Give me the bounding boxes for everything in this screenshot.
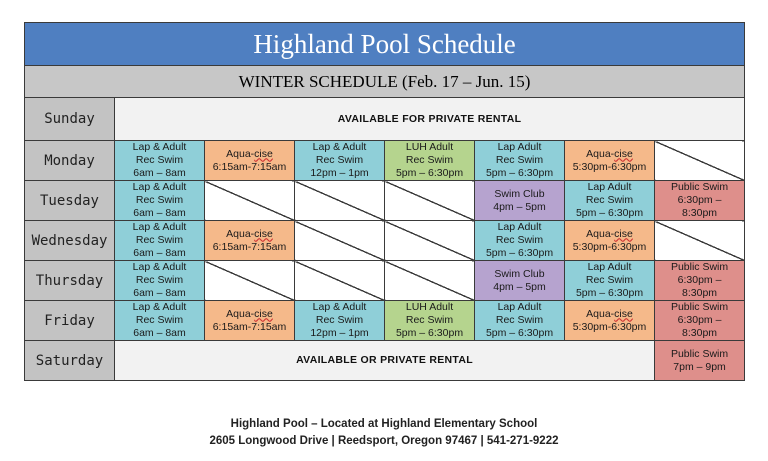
friday-aquacise-cell [205,301,295,341]
day-label-monday: Monday [25,141,115,181]
row-tuesday [25,181,745,221]
event-time: 5:30pm-6:30pm [572,240,647,253]
event-time: 6:15am-7:15am [212,320,287,333]
wednesday-lap-swim-cell [115,221,205,261]
day-label-friday: Friday [25,301,115,341]
row-friday [25,301,745,341]
event-time: 5pm – 6:30pm [575,207,644,219]
event-name [205,148,294,161]
event-time: 6am – 8am [133,327,186,339]
day-label-wednesday: Wednesday [25,221,115,261]
wednesday-aquacise-evening-cell [565,221,655,261]
row-sunday [25,98,745,141]
event-time: 6am – 8am [133,287,186,299]
saturday-public-swim-cell [655,341,745,381]
event-name [205,228,294,241]
event-time: 5pm – 6:30pm [485,327,554,339]
season-subtitle: WINTER SCHEDULE (Feb. 17 – Jun. 15) [25,66,745,98]
event-time: 5pm – 6:30pm [395,167,464,179]
event-name: Rec Swim [135,274,184,286]
event-name [565,148,654,161]
row-monday [25,141,745,181]
thursday-lap-adult-cell [565,261,655,301]
event-time: 8:30pm [682,287,718,299]
tuesday-lap-swim-cell [115,181,205,221]
empty-slot [205,261,295,301]
monday-lap-noon-cell [295,141,385,181]
event-name: Lap & Adult [132,181,187,193]
event-name: Rec Swim [315,154,364,166]
event-name: Rec Swim [135,314,184,326]
event-name: Lap & Adult [132,261,187,273]
aqua-suffix: cise [254,227,273,240]
footer-address: 2605 Longwood Drive | Reedsport, Oregon 97467 | 541-271-9222 [209,435,559,447]
event-name: Rec Swim [405,314,454,326]
event-name: Swim Club [494,267,545,280]
footer-location: Highland Pool – Located at Highland Elementary School [230,418,538,430]
event-name: Public Swim [670,347,729,360]
aqua-suffix: cise [614,227,633,240]
event-time: 5pm – 6:30pm [575,287,644,299]
event-name: Rec Swim [495,234,544,246]
event-name: Lap Adult [587,181,632,193]
event-name: Public Swim [670,261,729,273]
aqua-prefix: Aqua- [226,307,255,320]
aqua-prefix: Aqua- [226,227,255,240]
empty-slot [295,221,385,261]
row-saturday [25,341,745,381]
event-time: 6am – 8am [133,247,186,259]
event-name [205,308,294,321]
footer [0,416,768,450]
event-time: 6:30pm – [677,274,722,286]
empty-slot [655,141,745,181]
event-name: Swim Club [494,187,545,200]
event-time: 5pm – 6:30pm [485,167,554,179]
monday-aquacise-evening-cell [565,141,655,181]
monday-lap-adult-cell [475,141,565,181]
event-time: 5pm – 6:30pm [485,247,554,259]
event-time: 6am – 8am [133,207,186,219]
event-time: 12pm – 1pm [310,167,369,179]
event-time: 8:30pm [682,327,718,339]
event-time: 5pm – 6:30pm [395,327,464,339]
event-time: 6am – 8am [133,167,186,179]
schedule-table [24,22,745,381]
event-time: 5:30pm-6:30pm [572,320,647,333]
saturday-rental-cell: AVAILABLE OR PRIVATE RENTAL [115,341,655,381]
aqua-prefix: Aqua- [586,307,615,320]
event-name: Lap & Adult [132,301,187,313]
event-name: Lap & Adult [132,141,187,153]
empty-slot [205,181,295,221]
event-name: Lap Adult [497,301,542,313]
event-name: Lap Adult [497,221,542,233]
event-name: LUH Adult [405,301,454,313]
aqua-prefix: Aqua- [226,147,255,160]
empty-slot [385,221,475,261]
empty-slot [385,181,475,221]
day-label-tuesday: Tuesday [25,181,115,221]
event-time: 8:30pm [682,207,718,219]
thursday-public-swim-cell [655,261,745,301]
event-time: 7pm – 9pm [673,360,726,373]
wednesday-lap-adult-cell [475,221,565,261]
event-time: 6:15am-7:15am [212,160,287,173]
row-wednesday [25,221,745,261]
event-name [565,228,654,241]
friday-aquacise-evening-cell [565,301,655,341]
event-name: LUH Adult [405,141,454,153]
sunday-rental-cell: AVAILABLE FOR PRIVATE RENTAL [115,98,745,141]
empty-slot [295,261,385,301]
day-label-saturday: Saturday [25,341,115,381]
event-name: Public Swim [670,301,729,313]
event-name: Rec Swim [495,314,544,326]
event-name: Lap & Adult [132,221,187,233]
row-thursday [25,261,745,301]
aqua-suffix: cise [254,307,273,320]
day-label-sunday: Sunday [25,98,115,141]
event-name: Public Swim [670,181,729,193]
event-name: Lap & Adult [312,301,367,313]
page-title: Highland Pool Schedule [25,23,745,66]
aqua-suffix: cise [254,147,273,160]
monday-luh-cell [385,141,475,181]
thursday-lap-swim-cell [115,261,205,301]
event-time: 4pm – 5pm [493,200,546,213]
aqua-prefix: Aqua- [586,147,615,160]
event-time: 12pm – 1pm [310,327,369,339]
monday-aquacise-cell [205,141,295,181]
event-name: Rec Swim [315,314,364,326]
friday-lap-adult-cell [475,301,565,341]
event-name: Rec Swim [135,234,184,246]
event-name: Rec Swim [585,274,634,286]
empty-slot [655,221,745,261]
event-name: Lap Adult [587,261,632,273]
day-label-thursday: Thursday [25,261,115,301]
event-name: Rec Swim [495,154,544,166]
event-time: 6:30pm – [677,194,722,206]
event-time: 6:15am-7:15am [212,240,287,253]
thursday-swim-club-cell [475,261,565,301]
friday-lap-swim-cell [115,301,205,341]
empty-slot [385,261,475,301]
tuesday-swim-club-cell [475,181,565,221]
wednesday-aquacise-cell [205,221,295,261]
event-name: Lap Adult [497,141,542,153]
event-time: 4pm – 5pm [493,280,546,293]
event-name: Rec Swim [405,154,454,166]
tuesday-lap-adult-cell [565,181,655,221]
event-time: 6:30pm – [677,314,722,326]
event-name: Lap & Adult [312,141,367,153]
event-name: Rec Swim [135,194,184,206]
aqua-suffix: cise [614,147,633,160]
event-name [565,308,654,321]
monday-lap-swim-cell [115,141,205,181]
event-time: 5:30pm-6:30pm [572,160,647,173]
tuesday-public-swim-cell [655,181,745,221]
event-name: Rec Swim [135,154,184,166]
aqua-suffix: cise [614,307,633,320]
friday-lap-noon-cell [295,301,385,341]
friday-public-swim-cell [655,301,745,341]
aqua-prefix: Aqua- [586,227,615,240]
event-name: Rec Swim [585,194,634,206]
friday-luh-cell [385,301,475,341]
empty-slot [295,181,385,221]
